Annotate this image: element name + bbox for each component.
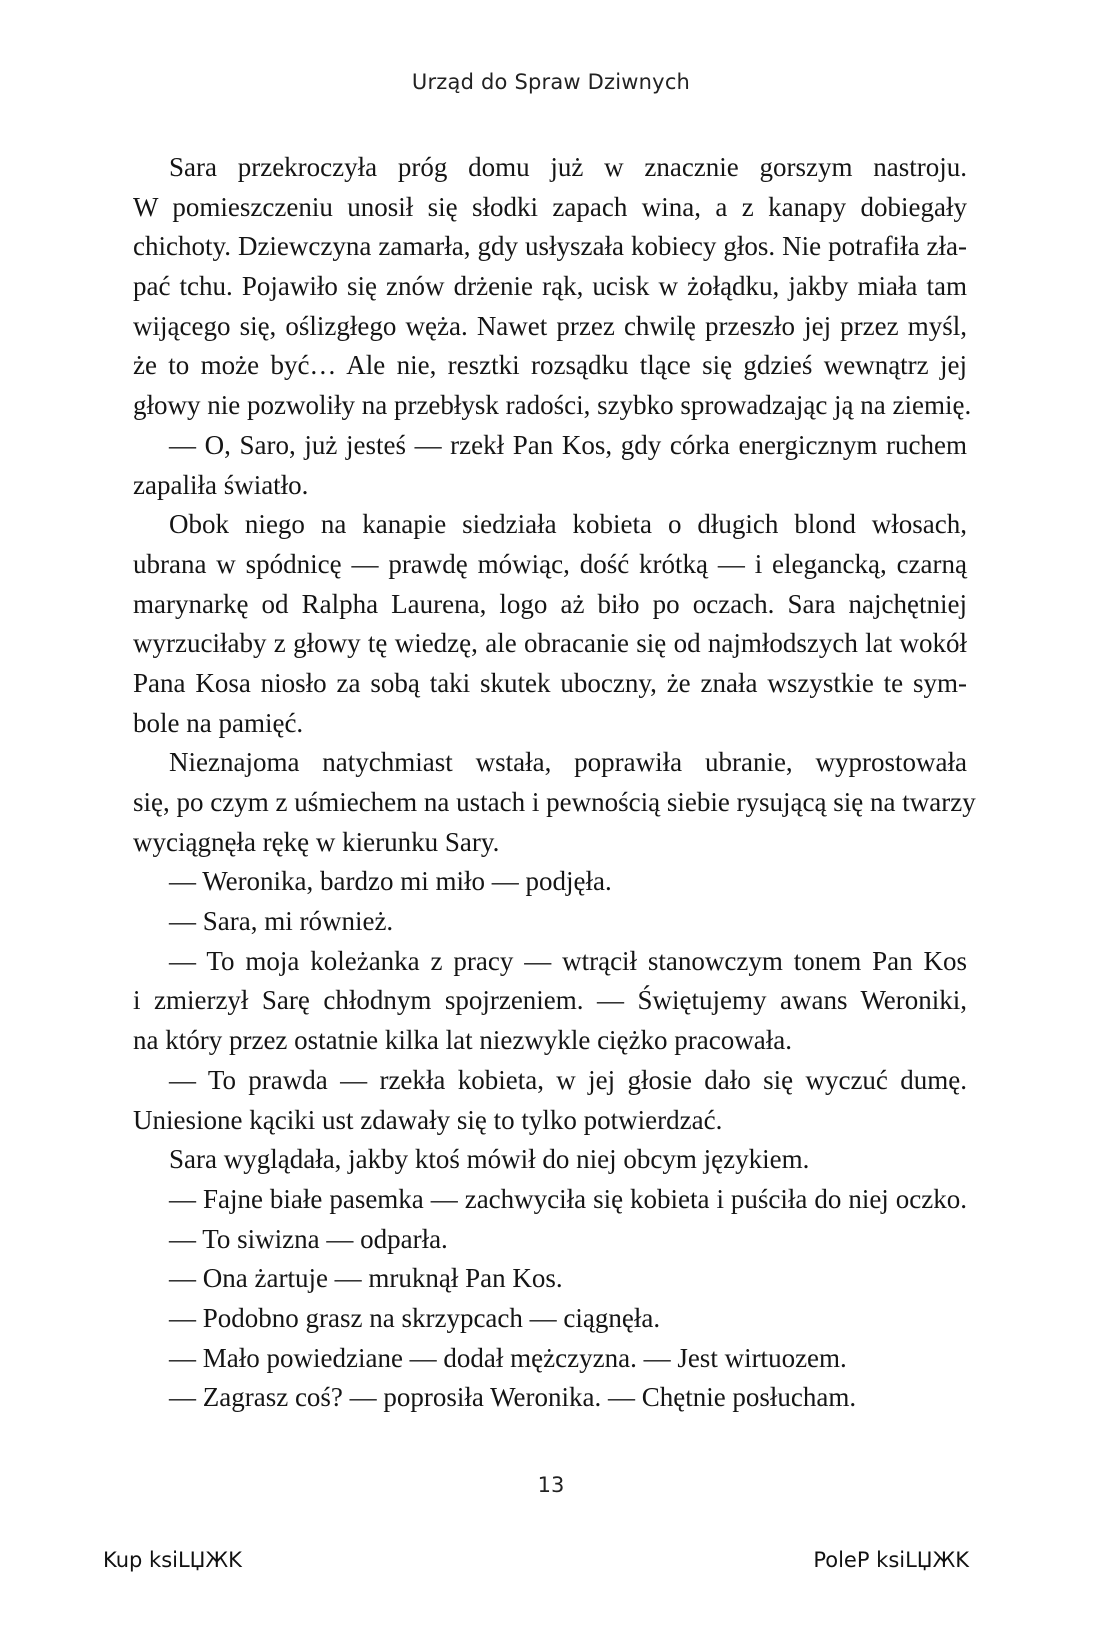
text-line: — Mało powiedziane — dodał mężczyzna. — Jest wirtuozem. (169, 1342, 847, 1373)
text-line: W pomieszczeniu unosił się słodki zapach wina, a z kanapy dobiegały (133, 191, 967, 222)
recommend-book-link[interactable]: PoleP ksiLЏЖK (813, 1548, 969, 1572)
text-line: Sara wyglądała, jakby ktoś mówił do niej obcym językiem. (169, 1144, 810, 1175)
text-line: wijącego się, oślizgłego węża. Nawet przez chwilę przeszło jej przez myśl, (133, 310, 967, 341)
text-line: — To siwizna — odparła. (169, 1223, 448, 1254)
text-line: wyrzuciłaby z głowy tę wiedzę, ale obracanie się od najmłodszych lat wokół (133, 628, 967, 659)
text-line: głowy nie pozwoliły na przebłysk radości, szybko sprowadzając ją na ziemię. (133, 390, 972, 421)
text-line: Uniesione kąciki ust zdawały się to tylko potwierdzać. (133, 1104, 723, 1135)
text-line: na który przez ostatnie kilka lat niezwykle ciężko pracowała. (133, 1025, 792, 1056)
text-line: ubrana w spódnicę — prawdę mówiąc, dość krótką — i elegancką, czarną (133, 548, 967, 579)
running-header: Urząd do Spraw Dziwnych (411, 70, 691, 94)
text-line: Pana Kosa niosło za sobą taki skutek uboczny, że znała wszystkie te sym- (133, 667, 967, 698)
text-line: — To moja koleżanka z pracy — wtrącił stanowczym tonem Pan Kos (169, 945, 967, 976)
text-line: — Sara, mi również. (169, 906, 394, 937)
text-line: — Ona żartuje — mruknął Pan Kos. (169, 1263, 563, 1294)
text-line: — Fajne białe pasemka — zachwyciła się kobieta i puściła do niej oczko. (169, 1183, 967, 1214)
text-line: — To prawda — rzekła kobieta, w jej głosie dało się wyczuć dumę. (169, 1064, 967, 1095)
text-line: Obok niego na kanapie siedziała kobieta o długich blond włosach, (169, 509, 967, 540)
text-line: że to może być… Ale nie, resztki rozsądku tlące się gdzieś wewnątrz jej (133, 350, 967, 381)
text-line: — Weronika, bardzo mi miło — podjęła. (169, 866, 612, 897)
text-line: chichoty. Dziewczyna zamarła, gdy usłyszała kobiecy głos. Nie potrafiła zła- (133, 231, 967, 262)
text-line: i zmierzył Sarę chłodnym spojrzeniem. — Świętujemy awans Weroniki, (133, 985, 967, 1016)
buy-book-link[interactable]: Kup ksiLЏЖK (103, 1548, 242, 1572)
text-line: wyciągnęła rękę w kierunku Sary. (133, 826, 500, 857)
text-line: Sara przekroczyła próg domu już w znacznie gorszym nastroju. (169, 152, 967, 182)
text-line: — O, Saro, już jesteś — rzekł Pan Kos, gdy córka energicznym ruchem (169, 429, 967, 460)
text-line: marynarkę od Ralpha Laurena, logo aż biło po oczach. Sara najchętniej (133, 588, 967, 619)
text-line: — Podobno grasz na skrzypcach — ciągnęła. (169, 1302, 661, 1333)
text-line: — Zagrasz coś? — poprosiła Weronika. — Chętnie posłucham. (169, 1382, 857, 1413)
body-text (133, 148, 976, 1418)
text-line: zapaliła światło. (133, 469, 309, 500)
text-line: bole na pamięć. (133, 707, 304, 738)
page-number: 13 (537, 1473, 565, 1497)
text-line: Nieznajoma natychmiast wstała, poprawiła ubranie, wyprostowała (169, 747, 967, 778)
text-line: się, po czym z uśmiechem na ustach i pewnością siebie rysującą się na twarzy (133, 787, 976, 817)
text-line: pać tchu. Pojawiło się znów drżenie rąk, ucisk w żołądku, jakby miała tam (133, 271, 967, 302)
